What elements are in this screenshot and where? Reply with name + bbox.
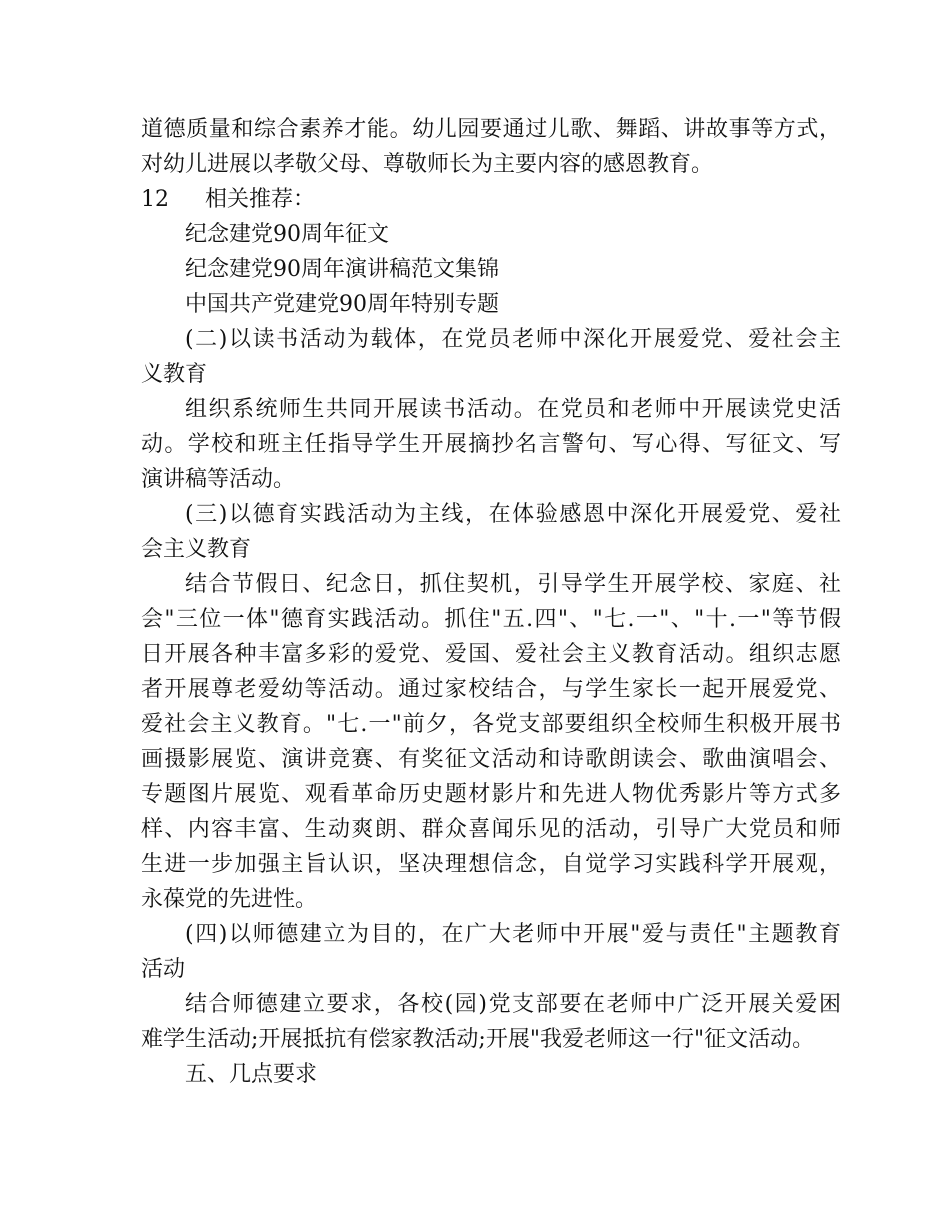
text-line: 结合师德建立要求，各校(园)党支部要在老师中广泛开展关爱困	[185, 992, 841, 1017]
text-line: 演讲稿等活动。	[141, 467, 296, 492]
section-heading: 五、几点要求	[185, 1062, 318, 1087]
text-line: 中国共产党建党90周年特别专题	[185, 292, 499, 317]
page-number: 12	[141, 187, 169, 212]
text-line: 永葆党的先进性。	[141, 887, 318, 912]
text-line: 专题图片展览、观看革命历史题材影片和先进人物优秀影片等方式多	[141, 782, 841, 807]
text-line: 动。学校和班主任指导学生开展摘抄名言警句、写心得、写征文、写	[141, 432, 841, 457]
text-line: 纪念建党90周年征文	[185, 222, 389, 247]
document-body	[141, 112, 841, 1092]
section-heading: 活动	[141, 957, 186, 982]
page-number-row	[141, 182, 841, 217]
text-line: 画摄影展览、演讲竞赛、有奖征文活动和诗歌朗读会、歌曲演唱会、	[141, 747, 841, 772]
text-line: 结合节假日、纪念日，抓住契机，引导学生开展学校、家庭、社	[185, 572, 841, 597]
text-line: 会"三位一体"德育实践活动。抓住"五.四"、"七.一"、"十.一"等节假	[141, 607, 841, 632]
text-line: 组织系统师生共同开展读书活动。在党员和老师中开展读党史活	[185, 397, 841, 422]
section-heading: (三)以德育实践活动为主线，在体验感恩中深化开展爱党、爱社	[185, 502, 841, 527]
section-heading: (四)以师德建立为目的，在广大老师中开展"爱与责任"主题教育	[185, 922, 842, 947]
text-line: 对幼儿进展以孝敬父母、尊敬师长为主要内容的感恩教育。	[141, 152, 714, 177]
text-line: 样、内容丰富、生动爽朗、群众喜闻乐见的活动，引导广大党员和师	[141, 817, 841, 842]
section-heading: 会主义教育	[141, 537, 252, 562]
text-line: 难学生活动;开展抵抗有偿家教活动;开展"我爱老师这一行"征文活动。	[141, 1027, 815, 1052]
text-line: 纪念建党90周年演讲稿范文集锦	[185, 257, 499, 282]
text-line: 日开展各种丰富多彩的爱党、爱国、爱社会主义教育活动。组织志愿	[141, 642, 841, 667]
text-line: 生进一步加强主旨认识，坚决理想信念，自觉学习实践科学开展观，	[141, 852, 841, 877]
section-heading: 义教育	[141, 362, 208, 387]
text-line: 者开展尊老爱幼等活动。通过家校结合，与学生家长一起开展爱党、	[141, 677, 841, 702]
text-line: 道德质量和综合素养才能。幼儿园要通过儿歌、舞蹈、讲故事等方式，	[141, 117, 841, 142]
text-line: 爱社会主义教育。"七.一"前夕，各党支部要组织全校师生积极开展书	[141, 712, 841, 737]
section-heading: (二)以读书活动为载体，在党员老师中深化开展爱党、爱社会主	[185, 327, 841, 352]
text-line: 相关推荐：	[205, 187, 316, 212]
